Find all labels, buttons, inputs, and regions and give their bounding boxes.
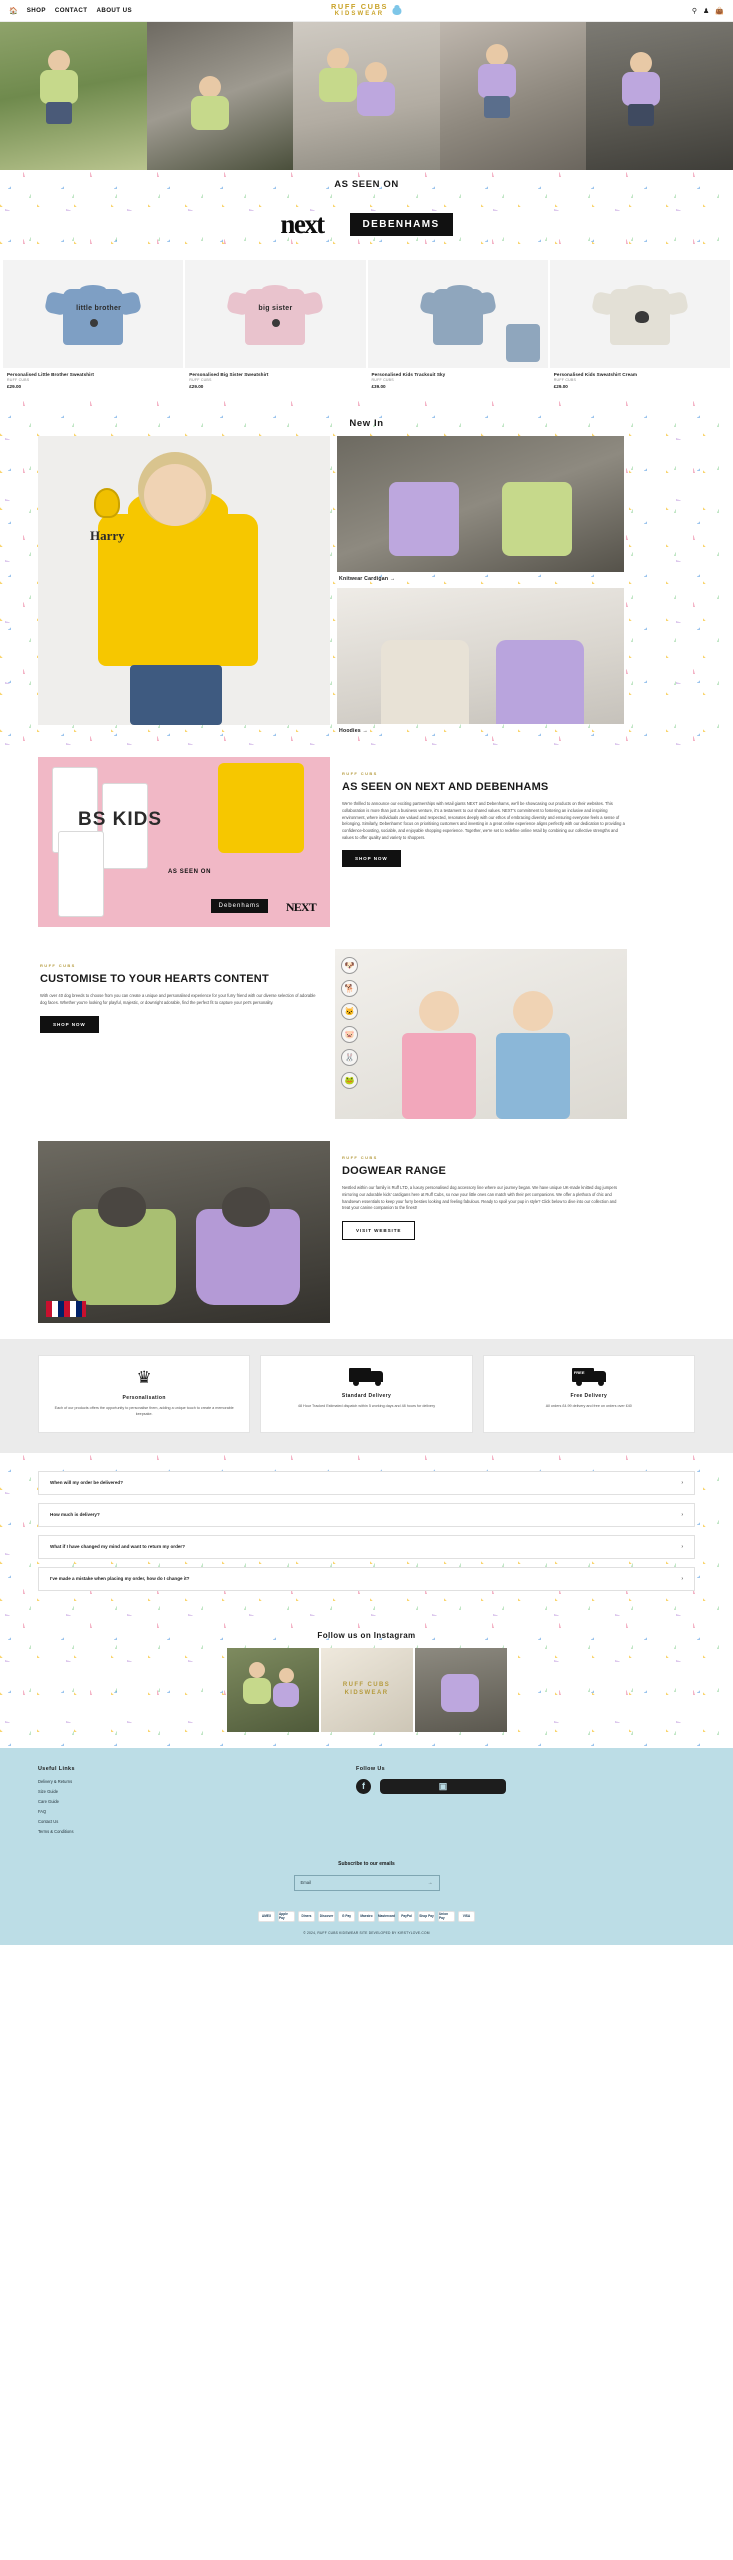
payment-google-pay: G Pay (338, 1911, 355, 1922)
brand-line-1: RUFF CUBS (330, 2, 389, 12)
brand-line-2: KIDSWEAR (334, 11, 385, 18)
cart-icon[interactable]: 👜 (715, 7, 724, 15)
dog-in-green-jumper (72, 1209, 176, 1305)
nav-item-shop[interactable]: SHOP (26, 7, 46, 14)
feature-title: Standard Delivery (341, 1393, 392, 1399)
nav-item-about-us[interactable]: ABOUT US (96, 7, 132, 14)
new-in-card-caption[interactable]: Knitwear Cardigan → (339, 576, 396, 582)
footer-link-contact-us[interactable]: Contact Us (38, 1818, 59, 1824)
new-in-card-caption[interactable]: Hoodies → (339, 728, 368, 734)
product-image (185, 260, 365, 368)
editorial-dogwear (0, 1119, 733, 1323)
knitwear-image (337, 436, 624, 572)
hero-image-1 (0, 22, 147, 170)
footer-link-delivery-returns[interactable]: Delivery & Returns (38, 1778, 73, 1784)
chevron-down-icon[interactable]: › (681, 1575, 683, 1582)
newsletter-form[interactable] (294, 1875, 440, 1891)
new-in-card-knitwear[interactable] (337, 436, 624, 582)
dog-in-purple-jumper (196, 1209, 300, 1305)
customise-image (335, 949, 627, 1119)
editorial-body: With over 40 dog breeds to choose from you can create a unique and personalised experience for your furry friend with our diverse selection of adorable dog faces. Whether you're looking for playful, majestic, or downright adorable, find the perfect fit to capture your pet's personality. (40, 993, 316, 1006)
product-card[interactable] (3, 260, 183, 389)
editorial-as-seen-on (0, 748, 733, 927)
facebook-glyph: f (362, 1781, 365, 1792)
instagram-glyph: ▣ (438, 1780, 448, 1791)
product-title[interactable]: Personalised Kids Tracksuit Sky (371, 372, 446, 377)
insta-tile-kids[interactable] (227, 1648, 319, 1732)
payment-methods (38, 1911, 695, 1922)
brand-logo[interactable] (331, 3, 402, 17)
product-price: £29.00 (7, 384, 22, 389)
free-delivery-truck-icon (572, 1368, 606, 1386)
footer-link-faq[interactable]: FAQ (38, 1808, 47, 1814)
hero-image-2 (147, 22, 294, 170)
product-card[interactable] (185, 260, 365, 389)
features-band (0, 1339, 733, 1453)
as-seen-on-section (0, 170, 733, 260)
dog-logo-icon (391, 5, 402, 17)
collage-debenhams-logo: Debenhams (211, 899, 268, 913)
dog-print-icon (635, 311, 649, 323)
feature-text: 48 Hour Tracked Estimated dispatch within 5 working days and 48 hours for delivery (297, 1404, 436, 1408)
product-image (368, 260, 548, 368)
product-price: £29.00 (189, 384, 204, 389)
payment-mastercard: Mastercard (378, 1911, 395, 1922)
product-print-text: little brother (76, 305, 122, 312)
new-in-hero-image[interactable] (38, 436, 330, 725)
as-seen-on-title: AS SEEN ON (334, 179, 399, 190)
product-price: £29.00 (553, 384, 568, 389)
product-vendor: RUFF CUBS (371, 378, 394, 382)
payment-diners: Diners (298, 1911, 315, 1922)
faq-question: How much is delivery? (50, 1512, 100, 1518)
feature-text: All orders £4.99 delivery and free on orders over £40 (545, 1404, 632, 1408)
footer-link-size-guide[interactable]: Size Guide (38, 1788, 59, 1794)
feature-standard-delivery (260, 1355, 472, 1433)
payment-paypal: PayPal (398, 1911, 415, 1922)
product-image (3, 260, 183, 368)
payment-amex: AMEX (258, 1911, 275, 1922)
newsletter-title: Subscribe to our emails (338, 1860, 395, 1867)
hero-image-4 (440, 22, 587, 170)
site-footer (0, 1748, 733, 1945)
editorial-customise (0, 927, 733, 1119)
primary-nav (9, 7, 132, 15)
footer-link-care-guide[interactable]: Care Guide (38, 1798, 59, 1804)
feature-title: Personalisation (122, 1395, 166, 1401)
retailer-logos (0, 197, 733, 260)
editorial-eyebrow: RUFF CUBS (342, 1155, 378, 1160)
personalised-name-text: Harry (90, 528, 125, 543)
dog-breed-icon: 🐷 (341, 1026, 358, 1043)
feature-personalisation (38, 1355, 250, 1433)
visit-website-button[interactable]: VISIT WEBSITE (342, 1221, 415, 1240)
chevron-down-icon[interactable]: › (681, 1479, 683, 1486)
email-field-placeholder[interactable]: Email (300, 1880, 311, 1886)
insta-tile-cardigan[interactable] (415, 1648, 507, 1732)
faq-section (0, 1453, 733, 1621)
product-vendor: RUFF CUBS (7, 378, 30, 382)
new-in-title: New In (349, 418, 384, 429)
facebook-icon[interactable] (356, 1779, 371, 1794)
collage-big-text: BS KIDS (78, 809, 163, 830)
payment-shop-pay: Shop Pay (418, 1911, 435, 1922)
hero-image-strip (0, 22, 733, 170)
editorial-eyebrow: RUFF CUBS (342, 771, 378, 776)
product-card[interactable] (368, 260, 548, 389)
union-flag (46, 1301, 86, 1317)
footer-follow-title: Follow Us (356, 1765, 386, 1772)
product-vendor: RUFF CUBS (553, 378, 577, 382)
child-head (144, 464, 206, 526)
feature-title: Free Delivery (570, 1393, 608, 1399)
new-in-card-hoodies[interactable] (337, 588, 624, 734)
editorial-body: Nestled within our family is Ruff LTD, a luxury personalised dog accessory line where our journey began. We have unique UK-made knitted dog jumpers mirroring our adorable kids' cardigans here at Ruff Cubs, so now your little ones can match with their pet companions. We offer a plethora of chic and handsewn essentials to keep your furry besties looking and feeling fabulous. Ready to spoil your pup in style? Click below to dive into our collection and treat your canine companion to the finest! (342, 1185, 618, 1211)
dog-breed-icon: 🐕 (341, 980, 358, 997)
dog-embroidery-icon (94, 488, 120, 518)
product-title[interactable]: Personalised Big Sister Sweatshirt (189, 372, 269, 377)
child-with-apron (485, 991, 581, 1119)
new-in-section (0, 399, 733, 748)
instagram-title: Follow us on Instagram (317, 1630, 416, 1640)
footer-follow-us (356, 1766, 506, 1839)
dog-breed-icon: 🐸 (341, 1072, 358, 1089)
faq-accordion-item[interactable] (38, 1471, 695, 1495)
feature-free-delivery (483, 1355, 695, 1433)
product-image (550, 260, 730, 368)
child-with-apron (391, 991, 487, 1119)
feature-text: Each of our products offers the opportunity to personalise them, adding a unique touch to create a memorable keepsake. (54, 1406, 234, 1416)
mannequin-icon: ♛ (136, 1368, 152, 1387)
footer-links-title: Useful Links (38, 1765, 75, 1772)
featured-products-row (0, 260, 733, 399)
jeans (130, 665, 222, 725)
payment-discover: Discover (318, 1911, 335, 1922)
free-badge: FREE (573, 1370, 585, 1375)
editorial-heading: AS SEEN ON NEXT AND DEBENHAMS (342, 781, 549, 793)
collage-next-logo: NEXT (285, 900, 316, 914)
shop-now-button[interactable]: SHOP NOW (40, 1016, 99, 1033)
debenhams-logo[interactable]: DEBENHAMS (350, 213, 453, 236)
instagram-icon[interactable] (380, 1779, 506, 1794)
site-header (0, 0, 733, 22)
next-logo[interactable]: next (280, 209, 324, 239)
editorial-heading: CUSTOMISE TO YOUR HEARTS CONTENT (40, 973, 269, 985)
payment-apple-pay: Apple Pay (278, 1911, 295, 1922)
payment-visa: VISA (458, 1911, 475, 1922)
hoodies-image (337, 588, 624, 724)
faq-question: When will my order be delivered? (50, 1480, 124, 1486)
copyright-text: © 2024, RUFF CUBS KIDSWEAR SITE DEVELOPED BY KIRSTYLOVE.COM (303, 1930, 430, 1935)
payment-maestro: Maestro (358, 1911, 375, 1922)
press-collage-image (38, 757, 330, 927)
footer-link-terms[interactable]: Terms & Conditions (38, 1828, 74, 1834)
home-icon[interactable]: 🏠 (9, 7, 18, 15)
product-vendor: RUFF CUBS (189, 378, 212, 382)
product-print-text: big sister (258, 305, 293, 312)
insta-tile-logo[interactable] (321, 1648, 413, 1732)
faq-accordion-item[interactable] (38, 1535, 695, 1559)
arrow-right-icon[interactable]: → (427, 1879, 433, 1886)
editorial-eyebrow: RUFF CUBS (40, 963, 76, 968)
hero-image-3 (293, 22, 440, 170)
product-title[interactable]: Personalised Kids Sweatshirt Cream (553, 372, 638, 377)
chevron-down-icon[interactable]: › (681, 1543, 683, 1550)
editorial-heading: DOGWEAR RANGE (342, 1165, 447, 1177)
chevron-down-icon[interactable]: › (681, 1511, 683, 1518)
editorial-body: We're thrilled to announce our exciting partnerships with retail giants NEXT and Debenhams, we'll be showcasing our products on their websites. This collaboration is more than just a business venture, it's a testament to our shared values. NEXT's commitment to fostering an inclusive and inspiring environment, where individuals are valued and respected, resonates deeply with our ethos of embracing diversity and ensuring everyone feels a sense of belonging. Similarly, Debenhams' focus on prioritising customers and investing in a great online experience aligns perfectly with our dedication to providing a confidence-boosting, sociable, and enjoyable shopping experience. Together, we're set to redefine online retail by combining our collective strengths and values to offer quality and variety to shoppers. (342, 801, 625, 840)
tracksuit-bottoms (506, 324, 540, 362)
faq-question: I've made a mistake when placing my order, how do I change it? (50, 1576, 190, 1582)
dog-breed-icon: 🐶 (341, 957, 358, 974)
search-icon[interactable]: ⚲ (691, 7, 697, 15)
dogwear-image (38, 1141, 330, 1323)
faq-question: What if I have changed my mind and want to return my order? (50, 1544, 186, 1550)
header-actions (692, 7, 724, 15)
product-price: £39.00 (371, 384, 386, 389)
collage-as-seen-label: AS SEEN ON (168, 869, 212, 875)
faq-accordion-item[interactable] (38, 1503, 695, 1527)
insta-logo-caption: RUFF CUBS KIDSWEAR (342, 1682, 391, 1696)
account-icon[interactable]: ♟ (703, 7, 710, 15)
payment-union-pay: Union Pay (438, 1911, 455, 1922)
dog-breed-icon: 🐰 (341, 1049, 358, 1066)
instagram-section (0, 1621, 733, 1748)
delivery-truck-icon (349, 1368, 383, 1386)
dog-breed-icon: 🐱 (341, 1003, 358, 1020)
faq-accordion-item[interactable] (38, 1567, 695, 1591)
product-card[interactable] (550, 260, 730, 389)
footer-useful-links (38, 1766, 188, 1839)
product-title[interactable]: Personalised Little Brother Sweatshirt (7, 372, 95, 377)
nav-item-contact[interactable]: CONTACT (54, 7, 88, 14)
newsletter-signup (38, 1861, 695, 1891)
shop-now-button[interactable]: SHOP NOW (342, 850, 401, 867)
dog-breed-icon-list (341, 957, 358, 1089)
hero-image-5 (586, 22, 733, 170)
